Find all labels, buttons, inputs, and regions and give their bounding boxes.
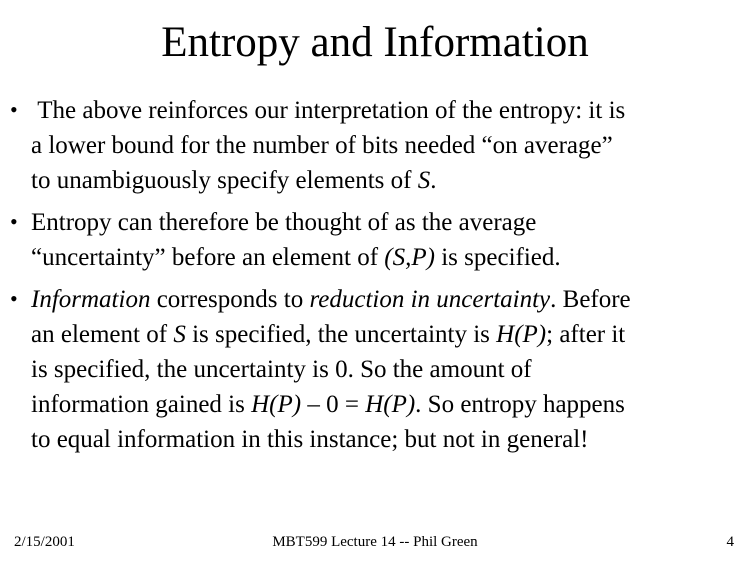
text-run: an element of	[31, 321, 174, 348]
italic-text-run: reduction in uncertainty	[309, 286, 551, 313]
text-run: a lower bound for the number of bits needed “on average”	[31, 132, 613, 159]
text-line	[31, 93, 746, 128]
footer-date: 2/15/2001	[14, 534, 75, 550]
bullet-icon: •	[10, 97, 18, 122]
italic-text-run: H(P)	[365, 391, 416, 418]
text-run: The above reinforces our interpretation of the entropy: it is	[31, 97, 626, 124]
text-run: is specified.	[434, 244, 561, 271]
text-line	[31, 128, 746, 163]
text-run: to equal information in this instance; but not in general!	[31, 426, 589, 453]
text-line	[31, 205, 746, 240]
text-line	[31, 163, 746, 198]
list-item	[10, 282, 746, 457]
text-run: is specified, the uncertainty is 0. So the amount of	[31, 356, 532, 383]
text-line	[31, 282, 746, 317]
text-run: information gained is	[31, 391, 252, 418]
slide-title: Entropy and Information	[161, 19, 589, 66]
italic-text-run: Information	[31, 286, 151, 313]
text-run: . Before	[550, 286, 631, 313]
text-run: Entropy can therefore be thought of as the average	[31, 209, 537, 236]
bullet-list	[0, 93, 746, 457]
list-item	[10, 205, 746, 275]
italic-text-run: (S,P)	[384, 244, 435, 271]
text-line	[31, 352, 746, 387]
italic-text-run: S	[417, 167, 431, 194]
bullet-icon: •	[10, 209, 18, 234]
text-run: .	[430, 167, 437, 194]
footer-page-number: 4	[726, 534, 734, 550]
footer-lecture-credit: MBT599 Lecture 14 -- Phil Green	[272, 534, 478, 550]
text-run: to unambiguously specify elements of	[31, 167, 418, 194]
text-line	[31, 240, 746, 275]
slide-body	[0, 93, 746, 464]
text-run: “uncertainty” before an element of	[31, 244, 385, 271]
text-run: is specified, the uncertainty is	[185, 321, 497, 348]
text-run: – 0 =	[301, 391, 366, 418]
text-run: corresponds to	[150, 286, 310, 313]
bullet-icon: •	[10, 286, 18, 311]
text-line	[31, 422, 746, 457]
text-line	[31, 387, 746, 422]
italic-text-run: H(P)	[496, 321, 547, 348]
text-line	[31, 317, 746, 352]
italic-text-run: H(P)	[251, 391, 302, 418]
text-run: . So entropy happens	[415, 391, 625, 418]
italic-text-run: S	[173, 321, 186, 348]
text-run: ; after it	[546, 321, 626, 348]
list-item	[10, 93, 746, 198]
